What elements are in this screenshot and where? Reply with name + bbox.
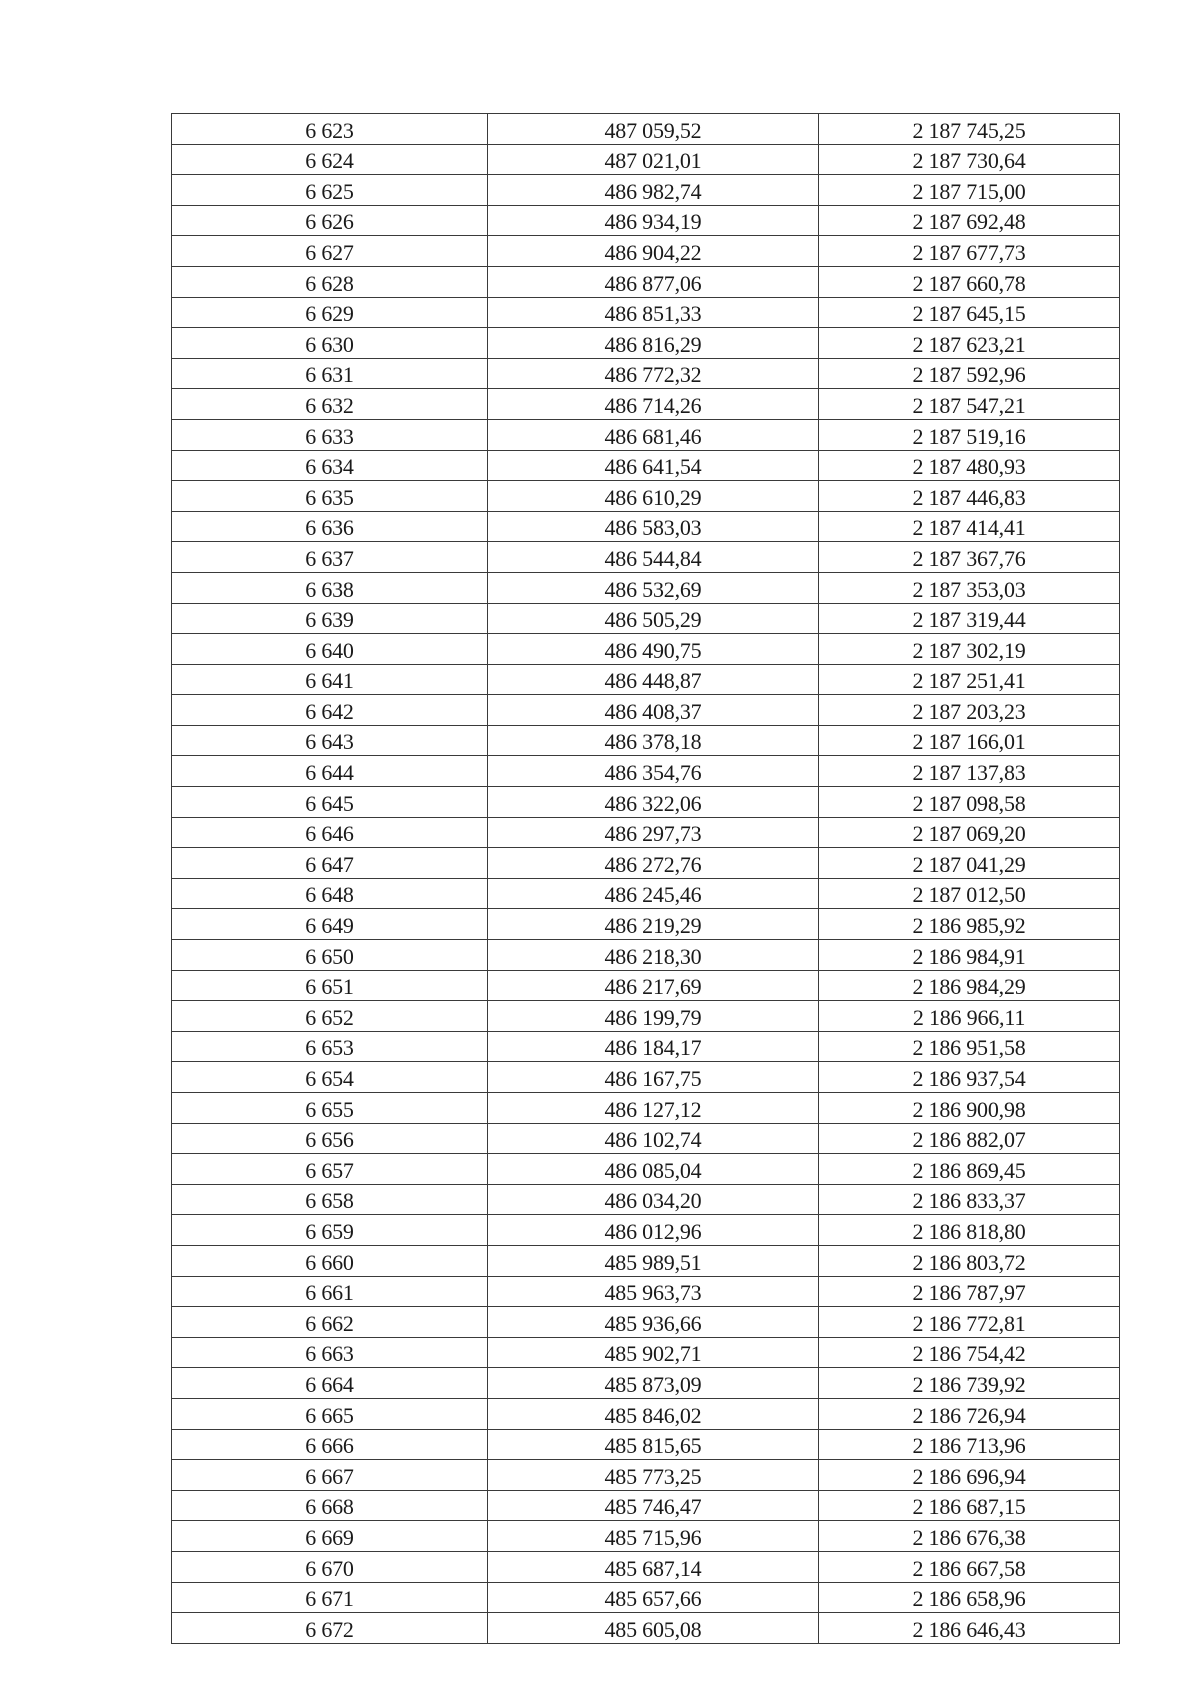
x-coordinate-cell: 485 936,66	[488, 1307, 819, 1338]
table-row	[172, 1245, 1120, 1276]
y-coordinate-cell: 2 187 519,16	[819, 419, 1120, 450]
y-coordinate-cell: 2 186 900,98	[819, 1093, 1120, 1124]
point-number-cell: 6 662	[172, 1307, 488, 1338]
y-coordinate-cell: 2 187 012,50	[819, 878, 1120, 909]
y-coordinate-cell: 2 187 166,01	[819, 725, 1120, 756]
table-row	[172, 1215, 1120, 1246]
table-row	[172, 787, 1120, 818]
x-coordinate-cell: 486 012,96	[488, 1215, 819, 1246]
x-coordinate-cell: 485 657,66	[488, 1582, 819, 1613]
point-number-cell: 6 666	[172, 1429, 488, 1460]
x-coordinate-cell: 486 167,75	[488, 1062, 819, 1093]
y-coordinate-cell: 2 186 966,11	[819, 1001, 1120, 1032]
y-coordinate-cell: 2 187 745,25	[819, 114, 1120, 145]
y-coordinate-cell: 2 186 833,37	[819, 1184, 1120, 1215]
point-number-cell: 6 641	[172, 664, 488, 695]
table-row	[172, 1031, 1120, 1062]
table-row	[172, 1368, 1120, 1399]
table-row	[172, 1460, 1120, 1491]
y-coordinate-cell: 2 186 696,94	[819, 1460, 1120, 1491]
point-number-cell: 6 655	[172, 1093, 488, 1124]
point-number-cell: 6 638	[172, 572, 488, 603]
y-coordinate-cell: 2 187 730,64	[819, 144, 1120, 175]
table-row	[172, 114, 1120, 145]
point-number-cell: 6 669	[172, 1521, 488, 1552]
x-coordinate-cell: 485 715,96	[488, 1521, 819, 1552]
table-row	[172, 205, 1120, 236]
x-coordinate-cell: 486 505,29	[488, 603, 819, 634]
table-row	[172, 1093, 1120, 1124]
x-coordinate-cell: 486 245,46	[488, 878, 819, 909]
y-coordinate-cell: 2 187 645,15	[819, 297, 1120, 328]
x-coordinate-cell: 486 982,74	[488, 175, 819, 206]
table-row	[172, 695, 1120, 726]
point-number-cell: 6 642	[172, 695, 488, 726]
x-coordinate-cell: 486 934,19	[488, 205, 819, 236]
point-number-cell: 6 653	[172, 1031, 488, 1062]
point-number-cell: 6 650	[172, 940, 488, 971]
x-coordinate-cell: 486 272,76	[488, 848, 819, 879]
y-coordinate-cell: 2 187 446,83	[819, 481, 1120, 512]
table-row	[172, 970, 1120, 1001]
y-coordinate-cell: 2 186 658,96	[819, 1582, 1120, 1613]
y-coordinate-cell: 2 187 715,00	[819, 175, 1120, 206]
point-number-cell: 6 668	[172, 1490, 488, 1521]
x-coordinate-cell: 486 544,84	[488, 542, 819, 573]
point-number-cell: 6 652	[172, 1001, 488, 1032]
point-number-cell: 6 661	[172, 1276, 488, 1307]
point-number-cell: 6 647	[172, 848, 488, 879]
x-coordinate-cell: 486 102,74	[488, 1123, 819, 1154]
x-coordinate-cell: 486 490,75	[488, 634, 819, 665]
table-row	[172, 1154, 1120, 1185]
table-row	[172, 1307, 1120, 1338]
point-number-cell: 6 649	[172, 909, 488, 940]
x-coordinate-cell: 485 605,08	[488, 1613, 819, 1644]
x-coordinate-cell: 486 532,69	[488, 572, 819, 603]
y-coordinate-cell: 2 186 676,38	[819, 1521, 1120, 1552]
x-coordinate-cell: 487 059,52	[488, 114, 819, 145]
x-coordinate-cell: 486 085,04	[488, 1154, 819, 1185]
table-row	[172, 1184, 1120, 1215]
y-coordinate-cell: 2 187 677,73	[819, 236, 1120, 267]
y-coordinate-cell: 2 187 251,41	[819, 664, 1120, 695]
x-coordinate-cell: 486 127,12	[488, 1093, 819, 1124]
table-row	[172, 603, 1120, 634]
coordinates-table	[171, 113, 1120, 1644]
point-number-cell: 6 658	[172, 1184, 488, 1215]
x-coordinate-cell: 486 877,06	[488, 266, 819, 297]
table-row	[172, 1123, 1120, 1154]
point-number-cell: 6 630	[172, 328, 488, 359]
point-number-cell: 6 648	[172, 878, 488, 909]
y-coordinate-cell: 2 187 302,19	[819, 634, 1120, 665]
x-coordinate-cell: 486 378,18	[488, 725, 819, 756]
table-row	[172, 511, 1120, 542]
y-coordinate-cell: 2 187 480,93	[819, 450, 1120, 481]
x-coordinate-cell: 487 021,01	[488, 144, 819, 175]
y-coordinate-cell: 2 187 592,96	[819, 358, 1120, 389]
coordinates-table-body	[172, 114, 1120, 1644]
table-row	[172, 1276, 1120, 1307]
table-row	[172, 1613, 1120, 1644]
point-number-cell: 6 659	[172, 1215, 488, 1246]
point-number-cell: 6 636	[172, 511, 488, 542]
table-row	[172, 481, 1120, 512]
x-coordinate-cell: 486 610,29	[488, 481, 819, 512]
point-number-cell: 6 646	[172, 817, 488, 848]
point-number-cell: 6 663	[172, 1337, 488, 1368]
table-row	[172, 1001, 1120, 1032]
y-coordinate-cell: 2 186 687,15	[819, 1490, 1120, 1521]
y-coordinate-cell: 2 187 623,21	[819, 328, 1120, 359]
point-number-cell: 6 623	[172, 114, 488, 145]
y-coordinate-cell: 2 186 985,92	[819, 909, 1120, 940]
x-coordinate-cell: 485 746,47	[488, 1490, 819, 1521]
y-coordinate-cell: 2 186 882,07	[819, 1123, 1120, 1154]
point-number-cell: 6 639	[172, 603, 488, 634]
x-coordinate-cell: 486 034,20	[488, 1184, 819, 1215]
table-row	[172, 389, 1120, 420]
x-coordinate-cell: 485 902,71	[488, 1337, 819, 1368]
y-coordinate-cell: 2 186 869,45	[819, 1154, 1120, 1185]
point-number-cell: 6 632	[172, 389, 488, 420]
x-coordinate-cell: 485 773,25	[488, 1460, 819, 1491]
table-row	[172, 940, 1120, 971]
point-number-cell: 6 628	[172, 266, 488, 297]
table-row	[172, 297, 1120, 328]
y-coordinate-cell: 2 187 069,20	[819, 817, 1120, 848]
table-row	[172, 664, 1120, 695]
point-number-cell: 6 631	[172, 358, 488, 389]
table-row	[172, 1521, 1120, 1552]
x-coordinate-cell: 486 184,17	[488, 1031, 819, 1062]
point-number-cell: 6 644	[172, 756, 488, 787]
table-row	[172, 572, 1120, 603]
x-coordinate-cell: 486 408,37	[488, 695, 819, 726]
y-coordinate-cell: 2 186 713,96	[819, 1429, 1120, 1460]
x-coordinate-cell: 486 851,33	[488, 297, 819, 328]
x-coordinate-cell: 486 904,22	[488, 236, 819, 267]
table-row	[172, 878, 1120, 909]
y-coordinate-cell: 2 186 984,29	[819, 970, 1120, 1001]
table-row	[172, 1429, 1120, 1460]
point-number-cell: 6 670	[172, 1551, 488, 1582]
y-coordinate-cell: 2 186 937,54	[819, 1062, 1120, 1093]
point-number-cell: 6 656	[172, 1123, 488, 1154]
table-row	[172, 848, 1120, 879]
x-coordinate-cell: 485 963,73	[488, 1276, 819, 1307]
x-coordinate-cell: 486 681,46	[488, 419, 819, 450]
table-row	[172, 909, 1120, 940]
point-number-cell: 6 660	[172, 1245, 488, 1276]
y-coordinate-cell: 2 186 787,97	[819, 1276, 1120, 1307]
y-coordinate-cell: 2 187 041,29	[819, 848, 1120, 879]
y-coordinate-cell: 2 187 137,83	[819, 756, 1120, 787]
point-number-cell: 6 645	[172, 787, 488, 818]
x-coordinate-cell: 486 583,03	[488, 511, 819, 542]
table-row	[172, 542, 1120, 573]
y-coordinate-cell: 2 187 547,21	[819, 389, 1120, 420]
y-coordinate-cell: 2 187 353,03	[819, 572, 1120, 603]
point-number-cell: 6 654	[172, 1062, 488, 1093]
table-row	[172, 1337, 1120, 1368]
y-coordinate-cell: 2 187 098,58	[819, 787, 1120, 818]
table-row	[172, 725, 1120, 756]
table-row	[172, 1062, 1120, 1093]
point-number-cell: 6 651	[172, 970, 488, 1001]
x-coordinate-cell: 486 297,73	[488, 817, 819, 848]
point-number-cell: 6 633	[172, 419, 488, 450]
point-number-cell: 6 625	[172, 175, 488, 206]
x-coordinate-cell: 486 218,30	[488, 940, 819, 971]
table-row	[172, 450, 1120, 481]
point-number-cell: 6 635	[172, 481, 488, 512]
x-coordinate-cell: 485 989,51	[488, 1245, 819, 1276]
table-row	[172, 817, 1120, 848]
point-number-cell: 6 671	[172, 1582, 488, 1613]
x-coordinate-cell: 485 687,14	[488, 1551, 819, 1582]
x-coordinate-cell: 486 714,26	[488, 389, 819, 420]
y-coordinate-cell: 2 186 726,94	[819, 1398, 1120, 1429]
table-row	[172, 236, 1120, 267]
table-row	[172, 634, 1120, 665]
table-row	[172, 144, 1120, 175]
y-coordinate-cell: 2 186 818,80	[819, 1215, 1120, 1246]
y-coordinate-cell: 2 186 803,72	[819, 1245, 1120, 1276]
point-number-cell: 6 624	[172, 144, 488, 175]
y-coordinate-cell: 2 187 414,41	[819, 511, 1120, 542]
table-row	[172, 175, 1120, 206]
y-coordinate-cell: 2 187 203,23	[819, 695, 1120, 726]
point-number-cell: 6 643	[172, 725, 488, 756]
point-number-cell: 6 665	[172, 1398, 488, 1429]
point-number-cell: 6 667	[172, 1460, 488, 1491]
point-number-cell: 6 626	[172, 205, 488, 236]
point-number-cell: 6 672	[172, 1613, 488, 1644]
table-row	[172, 1490, 1120, 1521]
y-coordinate-cell: 2 186 667,58	[819, 1551, 1120, 1582]
x-coordinate-cell: 486 816,29	[488, 328, 819, 359]
point-number-cell: 6 629	[172, 297, 488, 328]
point-number-cell: 6 664	[172, 1368, 488, 1399]
x-coordinate-cell: 486 199,79	[488, 1001, 819, 1032]
y-coordinate-cell: 2 186 984,91	[819, 940, 1120, 971]
y-coordinate-cell: 2 187 319,44	[819, 603, 1120, 634]
y-coordinate-cell: 2 187 692,48	[819, 205, 1120, 236]
table-row	[172, 756, 1120, 787]
table-row	[172, 1582, 1120, 1613]
x-coordinate-cell: 485 873,09	[488, 1368, 819, 1399]
point-number-cell: 6 637	[172, 542, 488, 573]
point-number-cell: 6 634	[172, 450, 488, 481]
x-coordinate-cell: 486 322,06	[488, 787, 819, 818]
y-coordinate-cell: 2 186 772,81	[819, 1307, 1120, 1338]
x-coordinate-cell: 485 846,02	[488, 1398, 819, 1429]
x-coordinate-cell: 486 354,76	[488, 756, 819, 787]
x-coordinate-cell: 486 448,87	[488, 664, 819, 695]
point-number-cell: 6 640	[172, 634, 488, 665]
x-coordinate-cell: 486 217,69	[488, 970, 819, 1001]
point-number-cell: 6 657	[172, 1154, 488, 1185]
x-coordinate-cell: 486 219,29	[488, 909, 819, 940]
table-row	[172, 358, 1120, 389]
x-coordinate-cell: 486 772,32	[488, 358, 819, 389]
y-coordinate-cell: 2 187 660,78	[819, 266, 1120, 297]
y-coordinate-cell: 2 186 754,42	[819, 1337, 1120, 1368]
point-number-cell: 6 627	[172, 236, 488, 267]
table-row	[172, 266, 1120, 297]
y-coordinate-cell: 2 186 951,58	[819, 1031, 1120, 1062]
x-coordinate-cell: 486 641,54	[488, 450, 819, 481]
table-row	[172, 1398, 1120, 1429]
y-coordinate-cell: 2 187 367,76	[819, 542, 1120, 573]
table-row	[172, 328, 1120, 359]
table-row	[172, 1551, 1120, 1582]
x-coordinate-cell: 485 815,65	[488, 1429, 819, 1460]
y-coordinate-cell: 2 186 739,92	[819, 1368, 1120, 1399]
table-row	[172, 419, 1120, 450]
y-coordinate-cell: 2 186 646,43	[819, 1613, 1120, 1644]
